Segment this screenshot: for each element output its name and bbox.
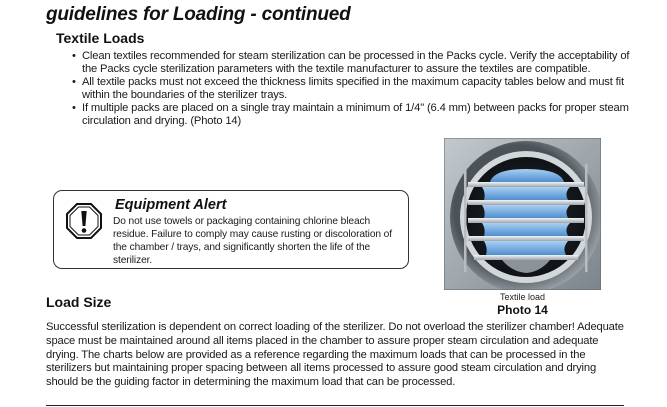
alert-title: Equipment Alert (115, 197, 227, 213)
bullet-item: • If multiple packs are placed on a single tray maintain a minimum of 1/4" (6.4 mm) between packs for proper steam circulation and drying. (Photo 14) (72, 102, 647, 128)
section-heading-textile-loads: Textile Loads (56, 30, 145, 46)
load-size-paragraph: Successful sterilization is dependent on correct loading of the sterilizer. Do not overload the sterilizer chamber! Adequate space must be maintained around all items placed in the chamber to assure proper steam circulation and adequate drying. The charts below are provided as a reference regarding the maximum loads that can be processed in the sterilizers but maintaining proper spacing between all items processed to assure good steam circulation and drying should be the guiding factor in determining the maximum load that can be processed. (46, 321, 624, 389)
bullet-item: • Clean textiles recommended for steam sterilization can be processed in the Packs cycle. Verify the acceptability of the Packs cycle sterilization parameters with the textile manufacturer to assure the textiles are compatible. (72, 50, 647, 76)
page-title: guidelines for Loading - continued (46, 4, 351, 25)
exclamation-octagon-icon (66, 203, 102, 239)
alert-body: Do not use towels or packaging containing chlorine bleach residue. Failure to comply may cause rusting or discoloration of the chamber / trays, and significantly shorten the life of the sterilizer. (113, 216, 392, 266)
equipment-alert-box (53, 190, 409, 269)
bullet-item: • All textile packs must not exceed the thickness limits specified in the maximum capacity tables below and must fit within the boundaries of the sterilizer trays. (72, 76, 647, 102)
photo-label: Photo 14 (497, 303, 548, 317)
divider (46, 405, 624, 406)
section-heading-load-size: Load Size (46, 294, 112, 310)
textile-load-photo (444, 138, 601, 290)
textile-bullet-list (72, 50, 647, 128)
photo-caption: Textile load (499, 292, 546, 302)
